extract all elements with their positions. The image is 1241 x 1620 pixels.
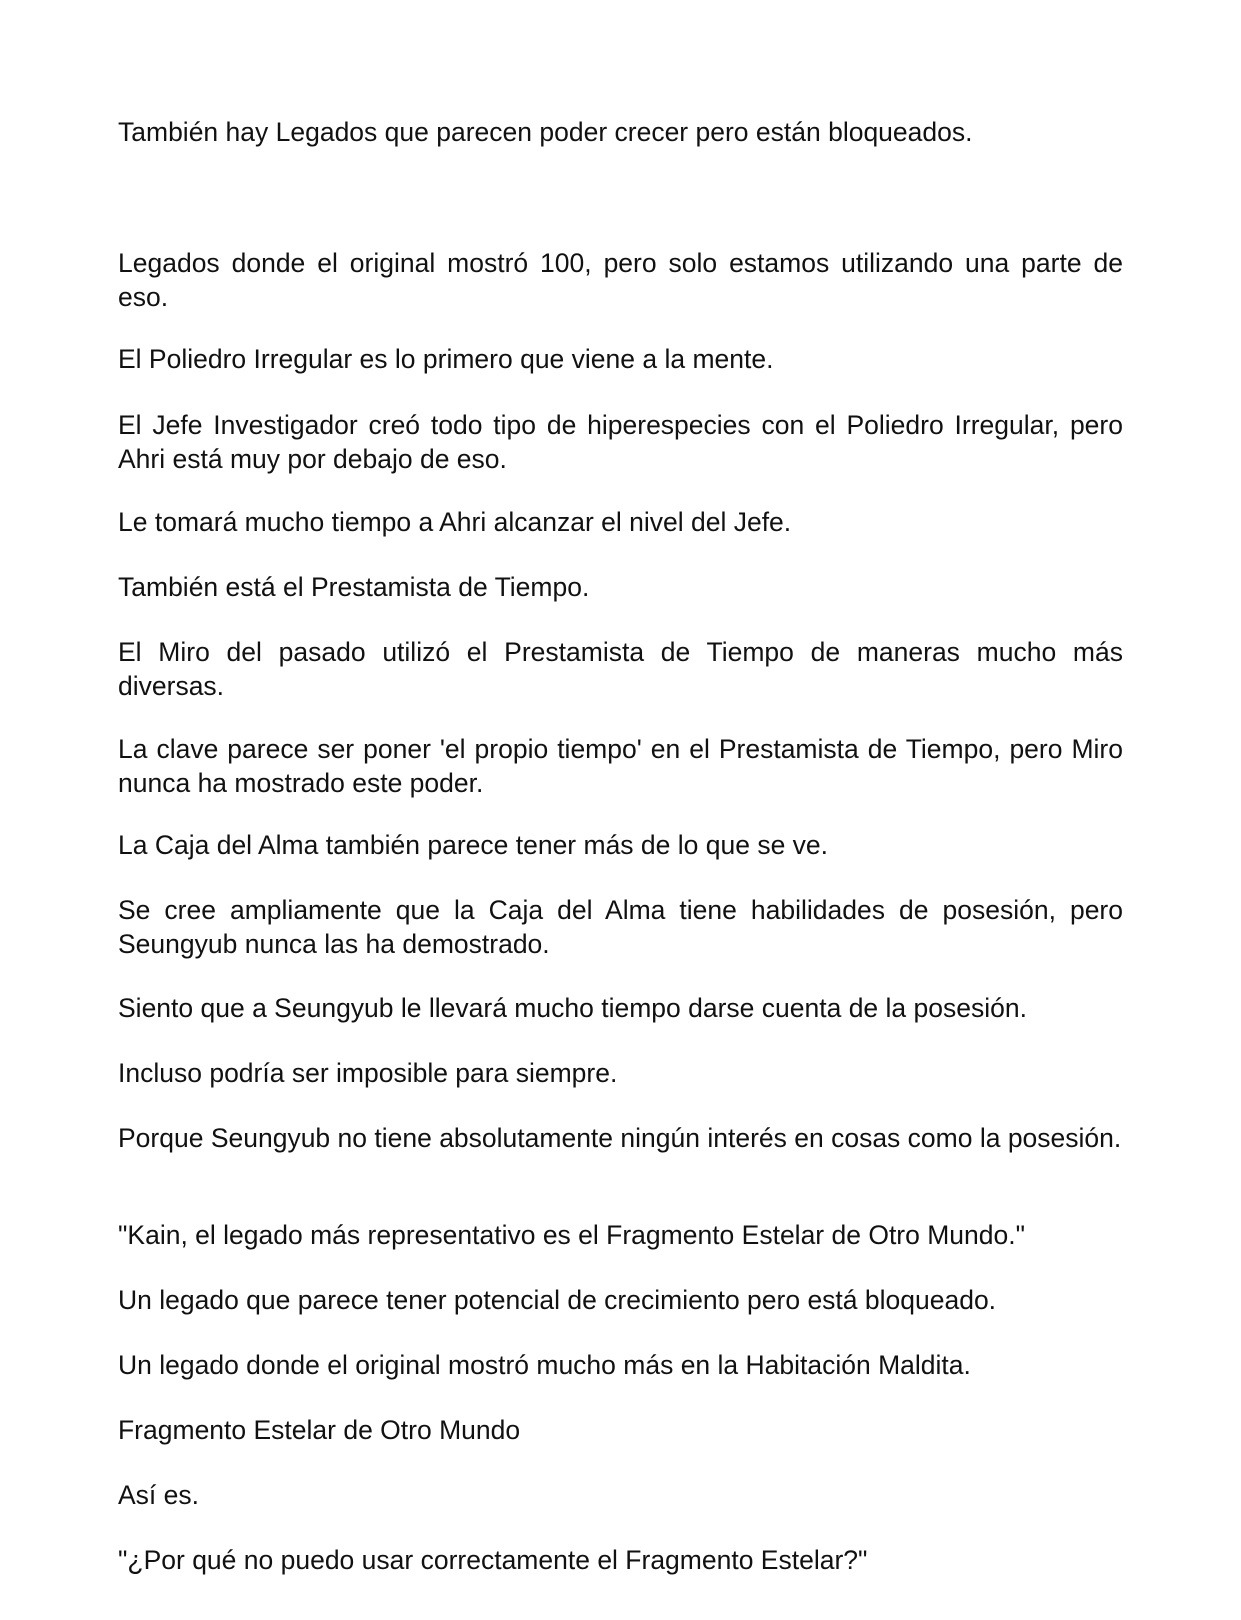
paragraph: Incluso podría ser imposible para siempre. bbox=[118, 1058, 618, 1088]
paragraph: También hay Legados que parecen poder crecer pero están bloqueados. bbox=[118, 117, 973, 147]
paragraph: Fragmento Estelar de Otro Mundo bbox=[118, 1415, 521, 1445]
paragraph: "¿Por qué no puedo usar correctamente el Fragmento Estelar?" bbox=[118, 1545, 868, 1575]
paragraph: El Miro del pasado utilizó el Prestamista de Tiempo de maneras mucho más diversas. bbox=[118, 637, 1123, 701]
paragraph: Así es. bbox=[118, 1480, 200, 1510]
paragraph: Se cree ampliamente que la Caja del Alma tiene habilidades de posesión, pero Seungyub nunca las ha demostrado. bbox=[118, 895, 1123, 959]
paragraph: "Kain, el legado más representativo es el Fragmento Estelar de Otro Mundo." bbox=[118, 1220, 1026, 1250]
paragraph: El Poliedro Irregular es lo primero que viene a la mente. bbox=[118, 344, 774, 374]
paragraph: Porque Seungyub no tiene absolutamente ningún interés en cosas como la posesión. bbox=[118, 1123, 1122, 1153]
paragraph: Siento que a Seungyub le llevará mucho tiempo darse cuenta de la posesión. bbox=[118, 993, 1027, 1023]
paragraph: El Jefe Investigador creó todo tipo de hiperespecies con el Poliedro Irregular, pero Ahri está muy por debajo de eso. bbox=[118, 410, 1123, 474]
paragraph: Un legado que parece tener potencial de crecimiento pero está bloqueado. bbox=[118, 1285, 997, 1315]
paragraph: También está el Prestamista de Tiempo. bbox=[118, 572, 590, 602]
paragraph: Le tomará mucho tiempo a Ahri alcanzar el nivel del Jefe. bbox=[118, 507, 792, 537]
paragraph: La Caja del Alma también parece tener más de lo que se ve. bbox=[118, 830, 829, 860]
paragraph: Un legado donde el original mostró mucho más en la Habitación Maldita. bbox=[118, 1350, 971, 1380]
paragraph: Legados donde el original mostró 100, pero solo estamos utilizando una parte de eso. bbox=[118, 248, 1123, 312]
paragraph: La clave parece ser poner 'el propio tiempo' en el Prestamista de Tiempo, pero Miro nunca ha mostrado este poder. bbox=[118, 734, 1123, 798]
